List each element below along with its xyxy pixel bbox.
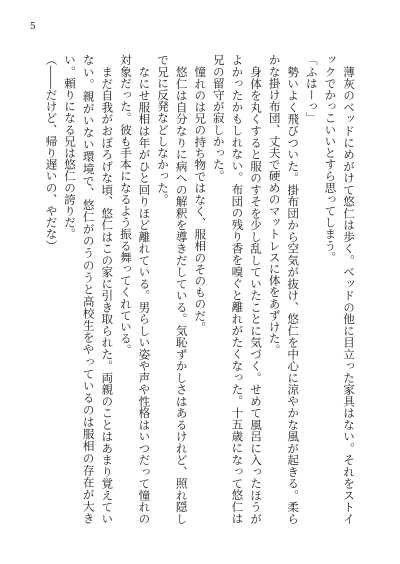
paragraph-1: 薄灰のベッドにめがけて悠仁は歩く。ベッドの他に目立った家具はない。それをストイックでかっこいいとすら思ってしまう。 [323,54,356,524]
page-number: 5 [30,22,36,32]
paragraph-7: なにせ服相は年がひと回りほど離れている。男らしい姿や声や性格はいつだって憧れの対象だった。彼も手本になるよう振る舞ってくれている。 [118,54,152,524]
body-text [38,54,358,524]
paragraph-3: 勢いよく飛びついた。掛布団から空気が抜け、悠仁を中心に涼やかな風が起きる。柔らかな掛け布団、丈夫で硬めのマットレスに体をあずけた。 [267,54,301,524]
paragraph-2: 「ふはーっ」 [304,54,319,124]
paragraph-9: （――だけど、帰り遅いの、やだな） [44,54,59,252]
paragraph-8: まだ自我がおぼろげな頃、悠仁はこの家に引き取られた。両親のことはあまり覚えていない。親がいない環境で、悠仁がのうのうと高校生をやっているのは服相の存在が大きい。頼りになる兄は悠仁の誇りだ。 [63,54,115,524]
paragraph-4: 身体を丸くすると服のすそを少し乱していたことに気づく。せめて風呂に入ったほうがよかったかもしれない。布団の残り香を嗅ぐと離れがたくなった。十五歳になって悠仁は兄の留守が寂しかった。 [211,54,264,524]
paragraph-6: 悠仁は自分なりに病への解釈を導きだしている。気恥ずかしさはあるけれど、照れ隠しで兄に反発などしなかった。 [156,54,189,524]
paragraph-5: 憧れのは兄の持ち物ではなく、服相のそのものだ。 [193,65,208,333]
